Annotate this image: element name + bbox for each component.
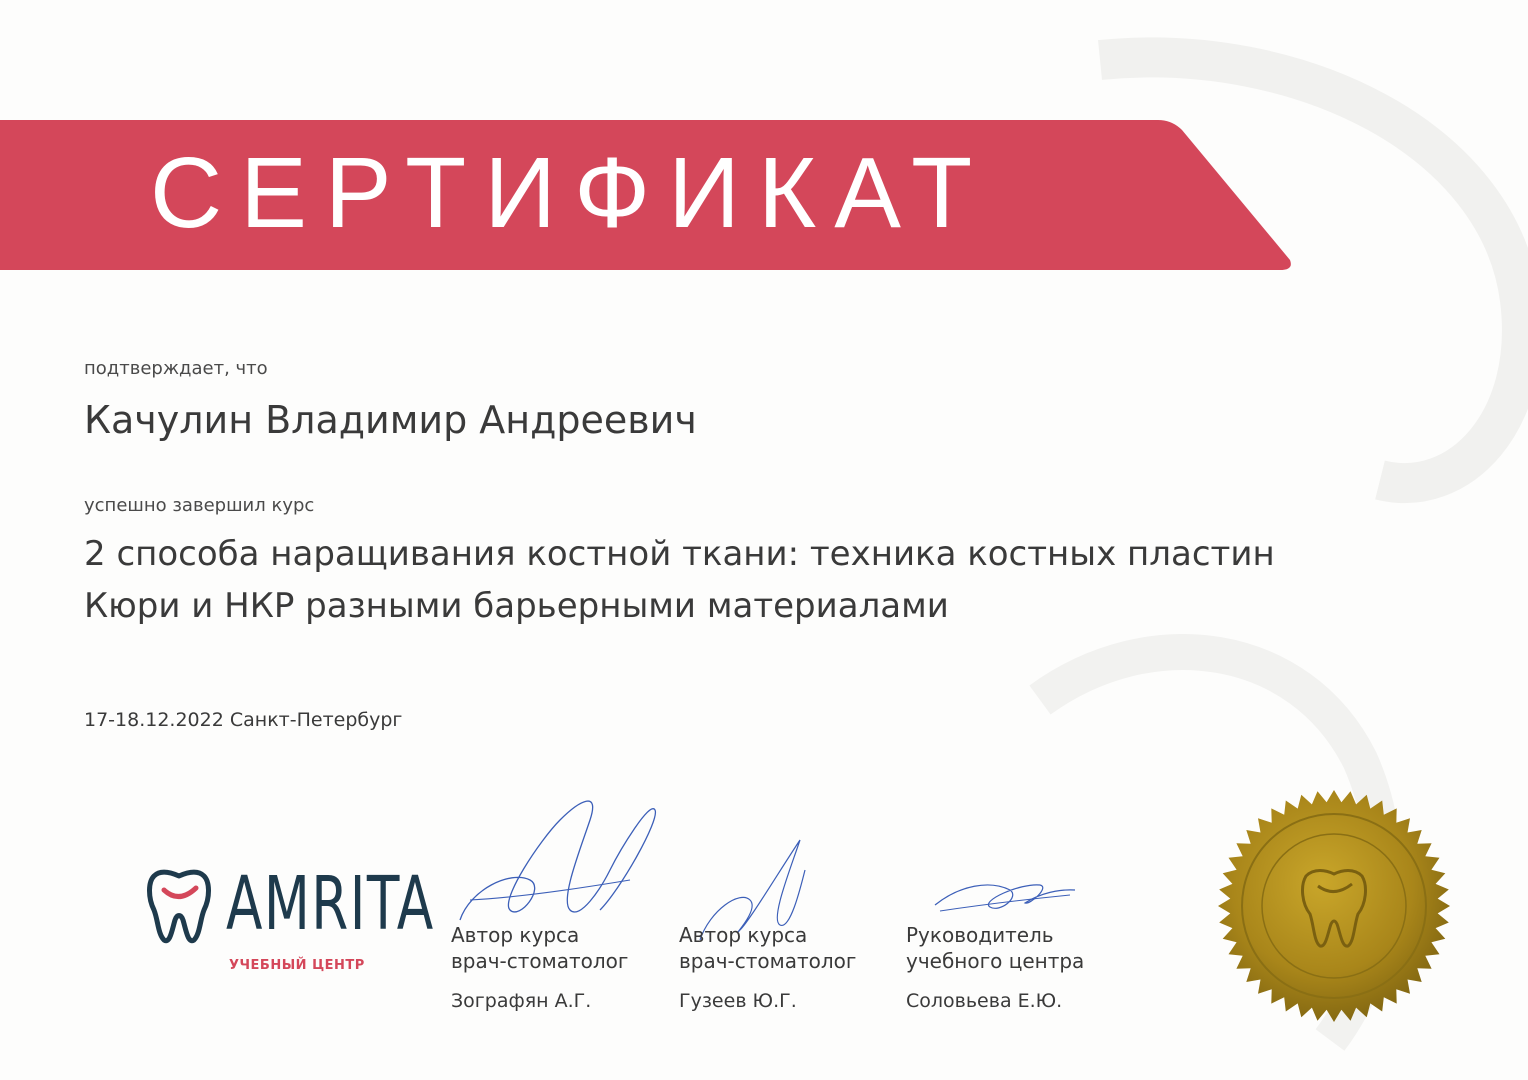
gold-seal-icon	[1214, 786, 1454, 1026]
signature-zografyan	[450, 780, 670, 940]
signatory-title: врач-стоматолог	[451, 949, 629, 973]
date-and-place: 17-18.12.2022 Санкт-Петербург	[84, 709, 403, 731]
completed-label: успешно завершил курс	[84, 495, 315, 516]
signatory-3	[906, 922, 1084, 1012]
signatory-1	[451, 922, 628, 1012]
signatory-title: учебного центра	[906, 949, 1085, 973]
signatory-name: Соловьева Е.Ю.	[906, 990, 1063, 1012]
signatory-title: врач-стоматолог	[679, 949, 857, 973]
signatory-role: Автор курса	[451, 923, 580, 947]
signatory-name: Зографян А.Г.	[451, 990, 592, 1012]
course-title-line-1: 2 способа наращивания костной ткани: техника костных пластин	[84, 534, 1275, 574]
recipient-name: Качулин Владимир Андреевич	[84, 398, 697, 442]
tooth-icon	[146, 868, 212, 946]
logo-wordmark: AMRITA	[226, 861, 435, 947]
signatory-role: Руководитель	[906, 923, 1054, 947]
course-title-line-2: Кюри и НКР разными барьерными материалами	[84, 586, 949, 626]
logo-subtitle: УЧЕБНЫЙ ЦЕНТР	[229, 958, 365, 973]
certificate-title: СЕРТИФИКАТ	[150, 137, 991, 249]
signatory-name: Гузеев Ю.Г.	[679, 990, 797, 1012]
signatory-2	[679, 922, 856, 1012]
course-title	[84, 528, 1424, 632]
signature-solovyeva	[930, 875, 1080, 920]
signatory-role: Автор курса	[679, 923, 808, 947]
confirms-label: подтверждает, что	[84, 358, 268, 379]
